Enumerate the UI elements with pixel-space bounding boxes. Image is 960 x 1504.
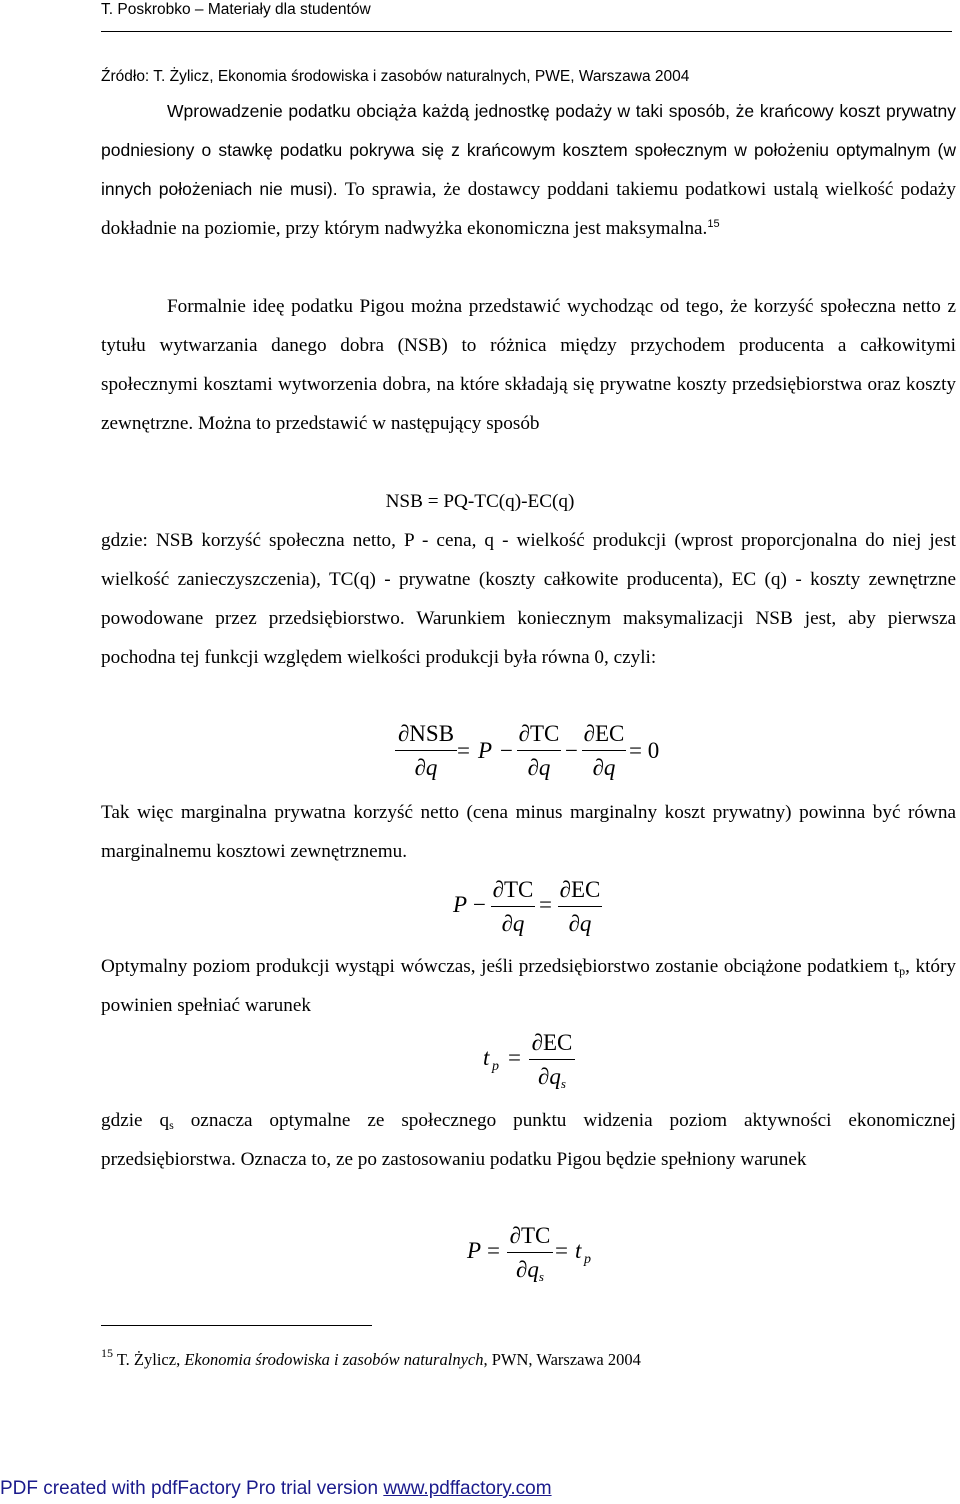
pdf-banner [0, 1477, 552, 1501]
eq2-den-q2: ∂q [568, 911, 592, 936]
paragraph-5-text-b: , który powinien spełniać warunek [101, 956, 956, 1016]
paragraph-2 [101, 287, 956, 443]
paragraph-6-text-b: oznacza optymalne ze społecznego punktu widzenia poziom aktywności ekonomicznej przedsiębiorstwa. Oznacza to, ze po zastosowaniu podatku Pigou będzie spełniony warunek [101, 1110, 956, 1170]
eq1-num-nsb: ∂NSB [397, 721, 455, 746]
paragraph-6-sub: s [169, 1118, 174, 1132]
equation-pigou [467, 1221, 607, 1291]
eq4-equals-1: = [487, 1238, 500, 1263]
eq4-t-sub: p [584, 1252, 591, 1267]
eq1-den-q2: ∂q [527, 755, 551, 780]
paragraph-2-text: Formalnie ideę podatku Pigou można przedstawić wychodząc od tego, że korzyść społeczna netto z tytułu wytwarzania danego dobra (NSB) to różnica między przychodem producenta a całkowitymi społecznymi kosztami wytworzenia dobra, na które składają się prywatne koszty przedsiębiorstwa oraz koszty zewnętrzne. [101, 296, 956, 434]
paragraph-1-serif: To sprawia, że dostawcy poddani takiemu podatkowi ustalą wielkość podaży dokładnie na poziomie, przy którym nadwyżka ekonomiczna jest maksymalna. [101, 179, 956, 239]
formula-nsb: NSB = PQ-TC(q)-EC(q) [385, 491, 575, 512]
paragraph-6-text: gdzie q [101, 1110, 170, 1131]
footnote-ref: 15 [707, 218, 720, 230]
footnote [101, 1346, 641, 1370]
eq1-minus-1: − [500, 738, 513, 763]
eq2-num-ec: ∂EC [559, 877, 601, 902]
paragraph-3-text: gdzie: NSB korzyść społeczna netto, P - cena, q - wielkość produkcji (wprost proporcjonalna do niej jest wielkość zanieczyszczenia), TC(q) - prywatne (koszty całkowite producenta), EC (q) - koszty zewnętrzne powodowane przez przedsiębiorstwo. [101, 530, 956, 629]
eq4-num-tc: ∂TC [509, 1223, 551, 1248]
eq2-num-tc: ∂TC [492, 877, 534, 902]
eq3-den-q: ∂q [538, 1064, 561, 1089]
paragraph-4: Tak więc marginalna prywatna korzyść netto (cena minus marginalny koszt prywatny) powinna być równa marginalnemu kosztowi zewnętrznemu. [101, 802, 956, 862]
equation-marginal [453, 875, 613, 945]
footnote-title: Ekonomia środowiska i zasobów naturalnych [184, 1350, 484, 1369]
eq4-p: P [467, 1238, 482, 1263]
eq1-num-ec: ∂EC [583, 721, 625, 746]
paragraph-3 [101, 521, 956, 677]
eq1-den-q3: ∂q [592, 755, 616, 780]
paragraph-5 [101, 947, 956, 1025]
footnote-number: 15 [101, 1346, 113, 1360]
eq4-t: t [575, 1238, 582, 1263]
eq1-minus-2: − [565, 738, 578, 763]
equation-first-derivative [395, 719, 695, 789]
paragraph-6 [101, 1101, 956, 1179]
equation-tax [483, 1028, 593, 1098]
eq1-p: P [478, 738, 493, 763]
header-rule [101, 31, 952, 32]
source-citation: Źródło: T. Żylicz, Ekonomia środowiska i zasobów naturalnych, PWE, Warszawa 2004 [101, 68, 690, 85]
footnote-author: T. Żylicz, [116, 1350, 185, 1369]
eq4-equals-2: = [555, 1238, 568, 1263]
eq3-t: t [483, 1045, 490, 1070]
paragraph-3-text-b: Warunkiem koniecznym maksymalizacji NSB jest, aby pierwsza pochodna tej funkcji względem wielkości produkcji była równa 0, czyli: [101, 608, 957, 668]
eq3-den-sub: s [560, 1076, 566, 1091]
pdf-banner-text: PDF created with pdfFactory Pro trial version [0, 1478, 384, 1499]
eq1-equals-zero: = 0 [629, 738, 660, 763]
pdf-banner-link[interactable]: www.pdffactory.com [383, 1478, 552, 1499]
eq2-minus: − [473, 892, 486, 917]
paragraph-5-sub: p [899, 964, 906, 978]
eq2-den-q: ∂q [501, 911, 525, 936]
page-header: T. Poskrobko – Materiały dla studentów [101, 1, 371, 18]
paragraph-1-sans: Wprowadzenie podatku obciąża każdą jednostkę podaży w taki sposób, że krańcowy koszt prywatny podniesiony o stawkę podatku pokrywa się z krańcowym kosztem społecznym w położeniu optymalnym (w innych położeniach nie musi). [101, 101, 956, 199]
eq1-num-tc: ∂TC [518, 721, 560, 746]
eq4-den-sub: s [538, 1269, 544, 1284]
eq2-equals: = [539, 892, 552, 917]
eq1-den-q: ∂q [414, 755, 438, 780]
paragraph-2-text-b: Można to przedstawić w następujący sposób [197, 413, 540, 434]
eq3-equals: = [508, 1045, 521, 1070]
footnote-publisher: , PWN, Warszawa 2004 [483, 1350, 641, 1369]
eq2-p: P [453, 892, 468, 917]
eq1-equals: = [457, 738, 470, 763]
eq3-num-ec: ∂EC [531, 1030, 573, 1055]
footnote-rule [101, 1325, 372, 1326]
eq3-t-sub: p [492, 1059, 499, 1074]
eq4-den-q: ∂q [516, 1257, 539, 1282]
paragraph-5-text: Optymalny poziom produkcji wystąpi wówczas, jeśli przedsiębiorstwo zostanie obciążone podatkiem t [101, 956, 900, 977]
paragraph-1 [101, 92, 956, 248]
